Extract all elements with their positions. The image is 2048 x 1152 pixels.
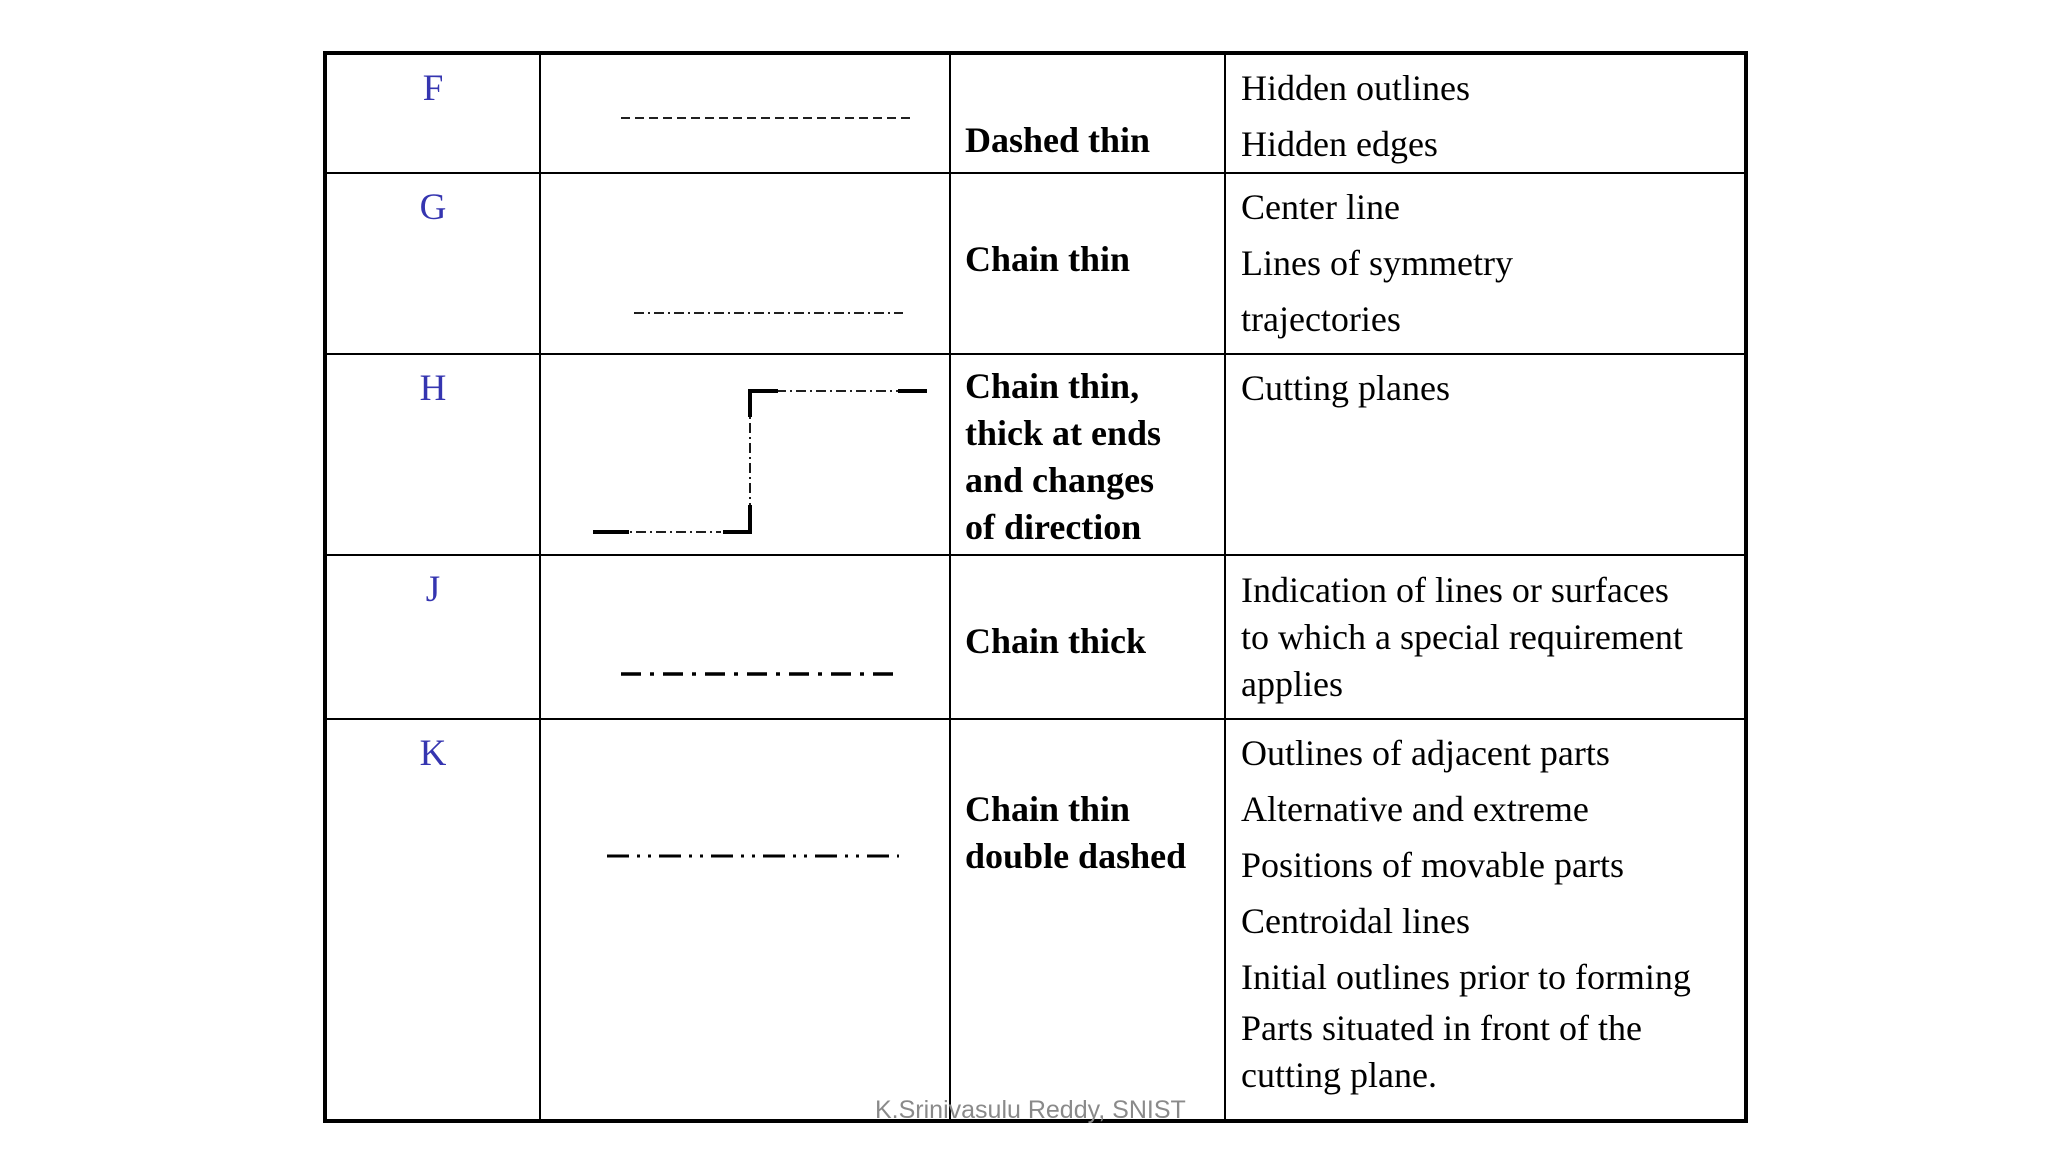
dashed-thin-line-sample: [541, 55, 951, 173]
line-sample-cell: [540, 53, 950, 173]
line-name-line: double dashed: [965, 836, 1187, 876]
table-row: [325, 53, 1746, 173]
application-text-line: cutting plane.: [1241, 1055, 1437, 1095]
code-cell: [325, 173, 540, 354]
table-row: [325, 555, 1746, 719]
application-item: Center line: [1241, 187, 1400, 227]
line-types-table: [323, 51, 1748, 1123]
line-sample-cell: [540, 173, 950, 354]
applications-cell: [1225, 719, 1746, 1121]
application-item: trajectories: [1241, 299, 1401, 339]
line-name-line: Chain thin: [965, 789, 1131, 829]
line-name-line: thick at ends: [965, 413, 1162, 453]
table-row: [325, 354, 1746, 555]
line-name: Chain thick: [965, 621, 1147, 661]
line-sample-cell: [540, 354, 950, 555]
line-code: K: [419, 733, 447, 774]
line-sample-cell: [540, 555, 950, 719]
application-text-line: applies: [1241, 664, 1343, 704]
code-cell: [325, 354, 540, 555]
line-name-line: and changes: [965, 460, 1155, 500]
code-cell: [325, 555, 540, 719]
code-cell: [325, 719, 540, 1121]
application-item: Hidden edges: [1241, 124, 1438, 164]
line-name-cell: [950, 53, 1225, 173]
application-item: Initial outlines prior to forming: [1241, 957, 1691, 997]
application-item: Outlines of adjacent parts: [1241, 733, 1610, 773]
applications-cell: [1225, 354, 1746, 555]
table-row: [325, 719, 1746, 1121]
application-item: Positions of movable parts: [1241, 845, 1624, 885]
table-row: [325, 173, 1746, 354]
application-item: Centroidal lines: [1241, 901, 1470, 941]
line-code: G: [419, 187, 447, 228]
application-item: Cutting planes: [1241, 368, 1450, 408]
chain-thin-double-dashed-line-sample: [541, 720, 951, 920]
applications-cell: [1225, 555, 1746, 719]
chain-thin-line-sample: [541, 174, 951, 355]
application-item: Alternative and extreme: [1241, 789, 1589, 829]
application-text-line: Parts situated in front of the: [1241, 1008, 1642, 1048]
applications-cell: [1225, 53, 1746, 173]
application-text-line: to which a special requirement: [1241, 617, 1683, 657]
applications-cell: [1225, 173, 1746, 354]
line-name-cell: [950, 555, 1225, 719]
line-name-line: Chain thin,: [965, 366, 1140, 406]
line-name: Dashed thin: [965, 120, 1151, 160]
chain-thick-line-sample: [541, 556, 951, 720]
application-item: Hidden outlines: [1241, 68, 1470, 108]
line-name-cell: [950, 354, 1225, 555]
line-name-cell: [950, 719, 1225, 1121]
line-name-cell: [950, 173, 1225, 354]
line-sample-cell: [540, 719, 950, 1121]
author-watermark: K.Srinivasulu Reddy, SNIST: [875, 1096, 1186, 1124]
line-code: F: [422, 68, 444, 109]
chain-thin-thick-ends-line-sample: [541, 355, 951, 556]
line-name-line: of direction: [965, 507, 1142, 547]
line-name: Chain thin: [965, 239, 1131, 279]
line-code: J: [425, 569, 441, 610]
application-text-line: Indication of lines or surfaces: [1241, 570, 1669, 610]
code-cell: [325, 53, 540, 173]
application-item: Lines of symmetry: [1241, 243, 1513, 283]
line-code: H: [419, 368, 447, 409]
